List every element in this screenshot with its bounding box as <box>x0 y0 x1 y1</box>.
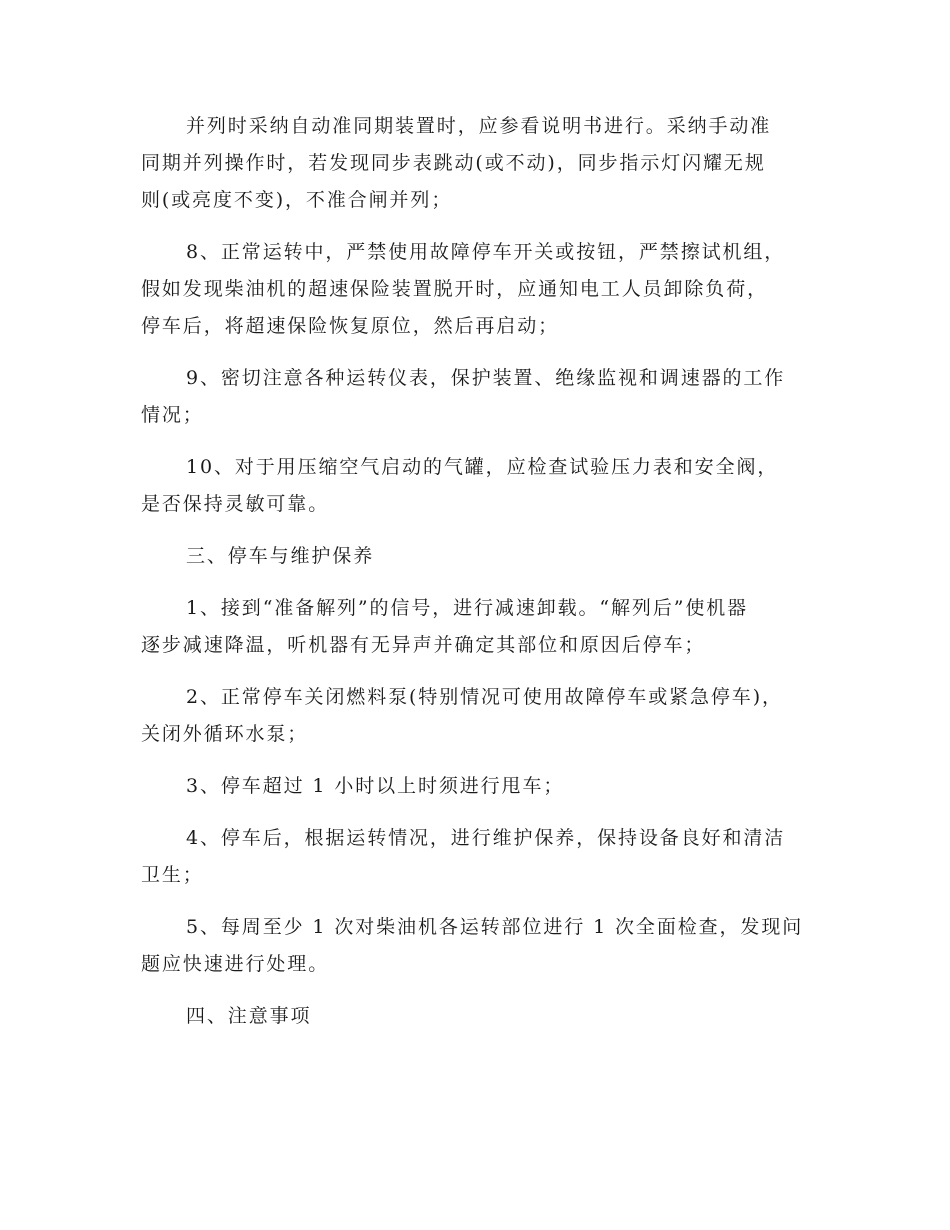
text-line: 停车后，将超速保险恢复原位，然后再启动； <box>141 315 560 337</box>
text-line: 2、正常停车关闭燃料泵(特别情况可使用故障停车或紧急停车)， <box>186 686 783 708</box>
paragraph-item-9 <box>141 360 811 434</box>
text-line: 是否保持灵敏可靠。 <box>141 493 330 515</box>
paragraph-shutdown-1 <box>141 590 811 664</box>
paragraph-item-10 <box>141 449 811 523</box>
paragraph-shutdown-2 <box>141 679 811 753</box>
text-line: 3、停车超过 1 小时以上时须进行甩车； <box>186 775 565 797</box>
text-line: 假如发现柴油机的超速保险装置脱开时，应通知电工人员卸除负荷， <box>141 278 769 300</box>
section-heading-precautions: 四、注意事项 <box>186 1005 312 1027</box>
text-line: 10、对于用压缩空气启动的气罐，应检查试验压力表和安全阀， <box>186 456 779 478</box>
text-line: 8、正常运转中，严禁使用故障停车开关或按钮，严禁擦试机组， <box>186 241 786 263</box>
paragraph-shutdown-4 <box>141 820 811 894</box>
text-line: 逐步减速降温，听机器有无异声并确定其部位和原因后停车； <box>141 634 706 656</box>
text-line: 情况； <box>141 404 204 426</box>
paragraph-sync-parallel <box>141 108 811 219</box>
text-line: 并列时采纳自动准同期装置时，应参看说明书进行。采纳手动准 <box>186 115 772 137</box>
text-line: 卫生； <box>141 864 204 886</box>
text-line: 则(或亮度不变)，不准合闸并列； <box>141 189 453 211</box>
document-body <box>141 108 811 1050</box>
section-heading-shutdown-maintenance: 三、停车与维护保养 <box>186 545 375 567</box>
paragraph-item-8 <box>141 234 811 345</box>
text-line: 4、停车后，根据运转情况，进行维护保养，保持设备良好和清洁 <box>186 827 786 849</box>
text-line: 9、密切注意各种运转仪表，保护装置、绝缘监视和调速器的工作 <box>186 367 786 389</box>
text-line: 1、接到“准备解列”的信号，进行减速卸载。“解列后”使机器 <box>186 597 749 619</box>
text-line: 5、每周至少 1 次对柴油机各运转部位进行 1 次全面检查，发现问 <box>186 916 804 938</box>
paragraph-shutdown-3 <box>141 768 811 805</box>
text-line: 关闭外循环水泵； <box>141 723 309 745</box>
text-line: 同期并列操作时，若发现同步表跳动(或不动)，同步指示灯闪耀无规 <box>141 152 766 174</box>
paragraph-shutdown-5 <box>141 909 811 983</box>
text-line: 题应快速进行处理。 <box>141 953 330 975</box>
